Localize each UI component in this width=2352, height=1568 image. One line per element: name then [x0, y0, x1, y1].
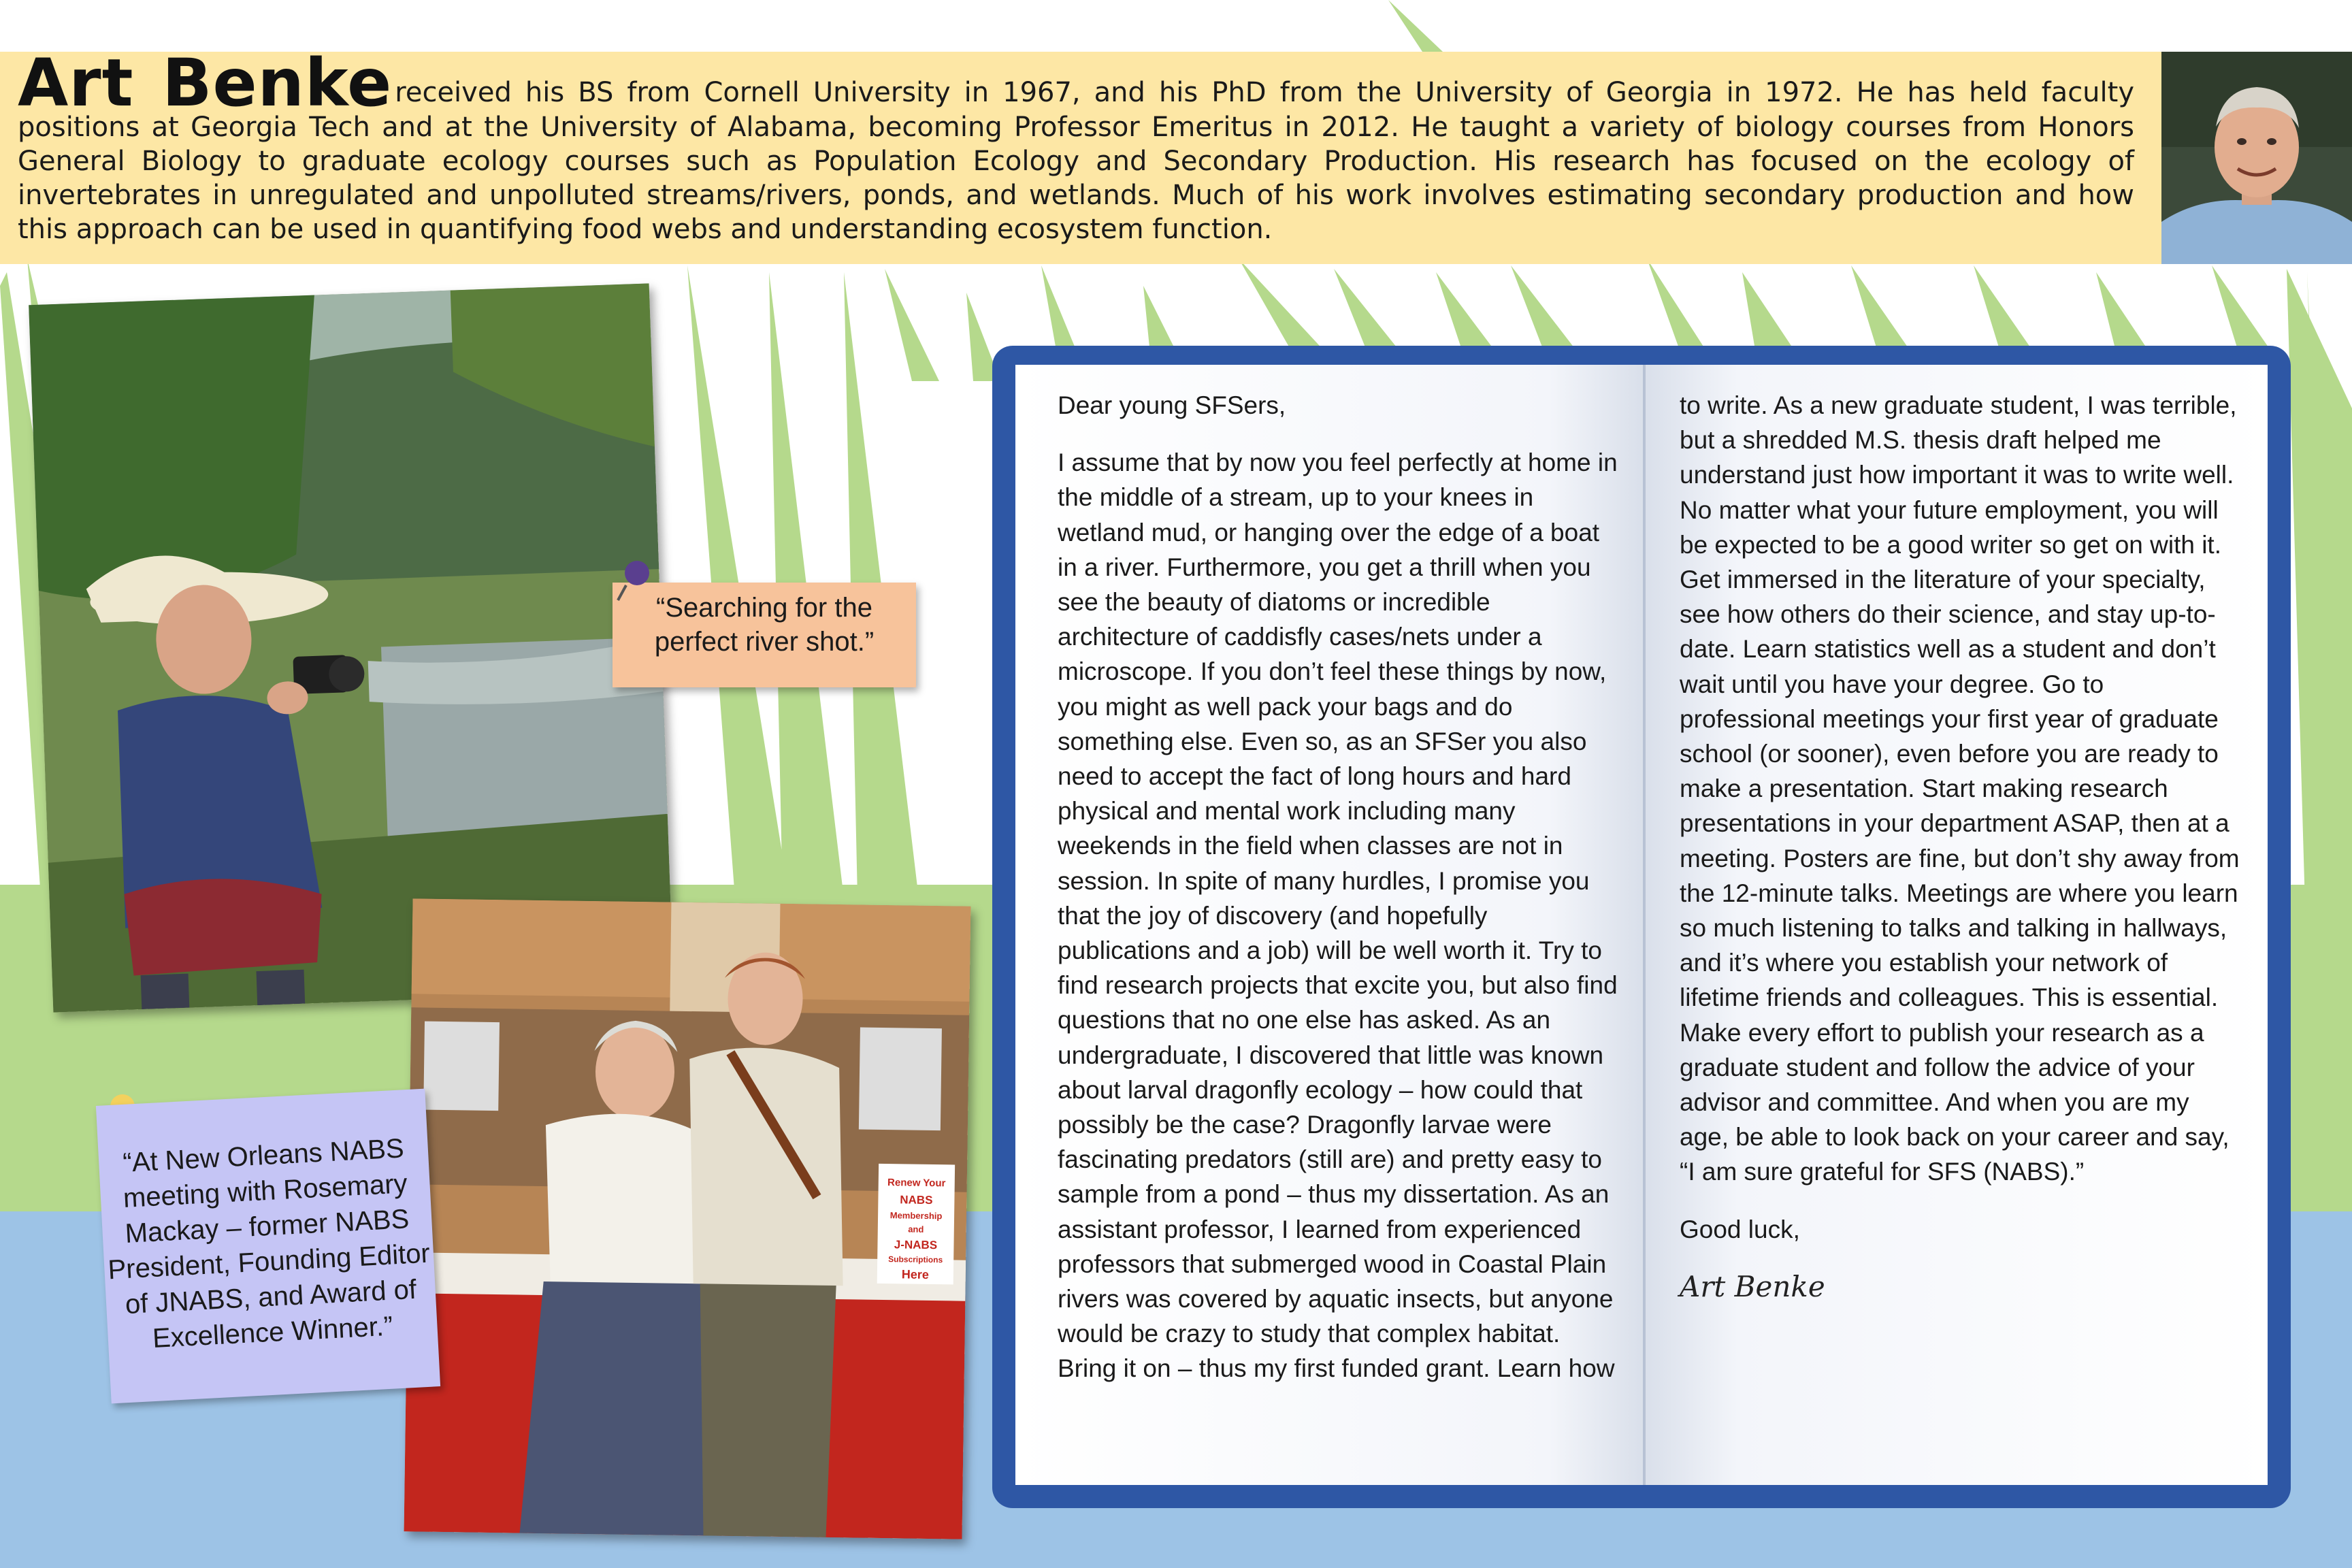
svg-text:Membership: Membership — [889, 1210, 943, 1222]
svg-text:and: and — [908, 1224, 924, 1235]
river-shot-caption: “Searching for the perfect river shot.” — [612, 583, 916, 687]
letter-right-page — [1680, 388, 2244, 1304]
svg-text:Renew Your: Renew Your — [887, 1177, 946, 1190]
letter-body-right: to write. As a new graduate student, I was terrible, but a shredded M.S. thesis draft helped me understand just how important it was to write well. No matter what your future employment, you will be expected to be a good writer so get on with it. Get immersed in the literature of your specialty, see how others do their science, and stay up-to-date. Learn statistics well as a student and don’t wait until you have your degree. Go to professional meetings your first year of graduate school (or sooner), even before you are ready to make a presentation. Start making research presentations in your department ASAP, then at a meeting. Posters are fine, but don’t shy away from the 12-minute talks. Meetings are where you learn so much listening to talks and talking in hallways, and it’s where you establish your network of lifetime friends and colleagues. This is essential. Make every effort to publish your research as a graduate student and follow the advice of your advisor and committee. And when you are my age, be able to look back on your career and say, “I am sure grateful for SFS (NABS).” — [1680, 391, 2240, 1186]
signature: Art Benke — [1680, 1269, 1825, 1303]
letter-body-left: I assume that by now you feel perfectly at home in the middle of a stream, up to your knees in wetland mud, or hanging over the edge of a boat in a river. Furthermore, you get a thrill when you see the beauty of diatoms or incredible architecture of caddisfly cases/nets under a microscope. If you don’t feel these things by now, you might as well pack your bags and do something else. Even so, as an SFSer you also need to accept the fact of long hours and hard physical and mental work including many weekends in the field when classes are not in session. In spite of many hurdles, I promise you that the joy of discovery (and hopefully publications and a job) will be well worth it. Try to find research projects that excite you, but also find questions that no one else has asked. As an undergraduate, I discovered that little was known about larval dragonfly ecology – how could that possibly be the case? Dragonfly larvae were fascinating predators (still are) and pretty easy to sample from a pond – thus my dissertation. As an assistant professor, I learned from experienced professors that submerged wood in Coastal Plain rivers was covered by aquatic insects, but anyone would be crazy to study that complex habitat. Bring it on – thus my first funded grant. Learn how — [1058, 448, 1618, 1383]
nabs-meeting-caption: “At New Orleans NABS meeting with Rosemary Mackay – former NABS President, Founding Editor of JNABS, and Award of Excellence Winner.” — [96, 1089, 440, 1404]
svg-text:J-NABS: J-NABS — [894, 1238, 938, 1252]
nabs-meeting-photo — [404, 898, 971, 1539]
svg-text:NABS: NABS — [900, 1193, 933, 1207]
svg-text:Here: Here — [901, 1267, 930, 1281]
letter-greeting: Dear young SFSers, — [1058, 391, 1286, 419]
bio-text: received his BS from Cornell University in 1967, and his PhD from the University of Georgia in 1972. He has held faculty positions at Georgia Tech and at the University of Alabama, becoming Professor Emeritus in 2012. He taught a variety of biology courses from Honors General Biology to graduate ecology courses such as Population Ecology and Secondary Production. His research has focused on the ecology of invertebrates in unregulated and unpolluted streams/rivers, ponds, and wetlands. Much of his work involves estimating secondary production and how this approach can be used in quantifying food webs and understanding ecosystem function. — [18, 77, 2135, 245]
booth-sign — [877, 1164, 955, 1285]
page-title: Art Benke — [18, 45, 393, 121]
letter-closing: Good luck, — [1680, 1215, 1800, 1243]
letter-left-page — [1058, 388, 1622, 1386]
header-bio — [18, 45, 2135, 246]
svg-text:Subscriptions: Subscriptions — [888, 1254, 943, 1265]
portrait-photo — [2161, 52, 2352, 264]
